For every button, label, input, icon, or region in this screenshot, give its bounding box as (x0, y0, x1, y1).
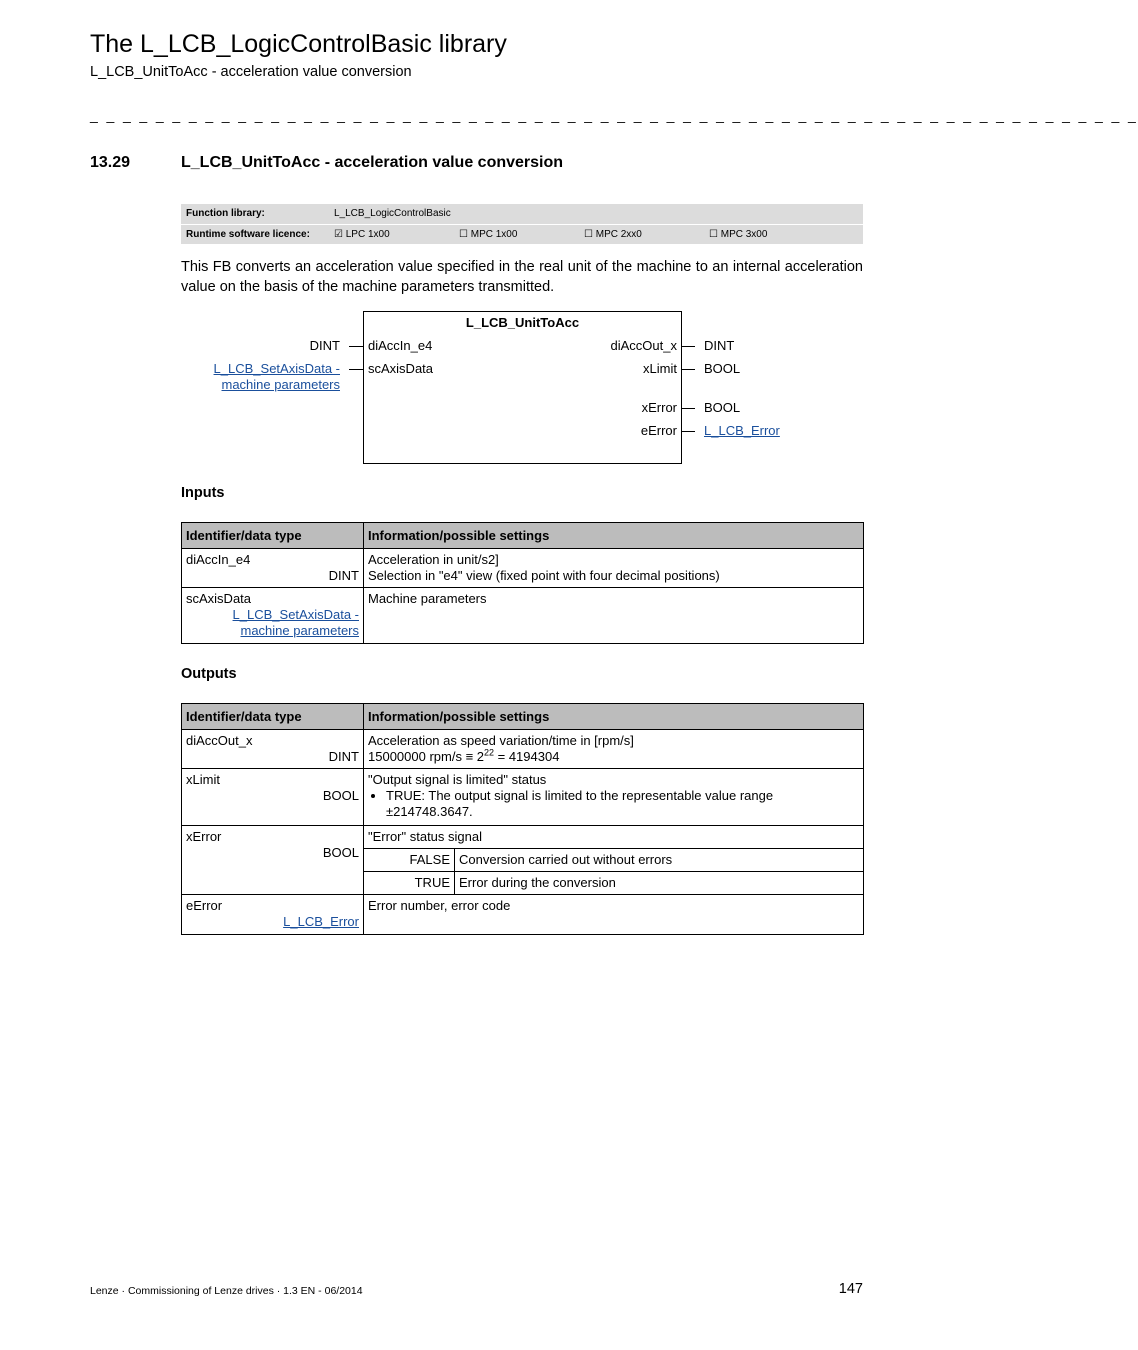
identifier-cell (182, 730, 364, 769)
info-text: Selection in "e4" view (fixed point with four decimal positions) (368, 568, 720, 583)
info-bullet: • TRUE: The output signal is limited to the representable value range ±214748.3647. (386, 788, 786, 820)
identifier: xError (186, 829, 222, 844)
identifier-cell (182, 895, 364, 935)
function-library-label: Function library: (186, 208, 265, 219)
value-description: Conversion carried out without errors (455, 849, 864, 872)
info-cell (364, 826, 864, 895)
identifier-cell (182, 588, 364, 644)
setaxisdata-link-line1[interactable]: L_LCB_SetAxisData - (213, 361, 340, 376)
footer-text: Lenze · Commissioning of Lenze drives · 1.3 EN - 06/2014 (90, 1285, 363, 1297)
column-header: Identifier/data type (182, 704, 364, 730)
identifier-cell (182, 769, 364, 826)
input-connector-line (349, 369, 363, 370)
data-type: DINT (328, 749, 359, 764)
identifier: diAccOut_x (186, 733, 253, 748)
data-type: BOOL (322, 845, 359, 860)
data-type: BOOL (322, 788, 359, 803)
setaxisdata-link-line1[interactable]: L_LCB_SetAxisData - (232, 607, 359, 622)
info-text: "Output signal is limited" status (368, 772, 547, 787)
info-cell (364, 730, 864, 769)
page-title: The L_LCB_LogicControlBasic library (90, 30, 507, 58)
section-heading (90, 153, 563, 173)
identifier: xLimit (186, 772, 220, 787)
inputs-heading: Inputs (181, 485, 225, 501)
info-text: Acceleration in unit/s2] (368, 552, 499, 567)
info-bullet-list (368, 788, 859, 820)
output-type-dint: DINT (704, 338, 735, 353)
output-connector-line (681, 346, 695, 347)
table-header-row (182, 704, 864, 730)
function-block (363, 311, 682, 464)
section-number: 13.29 (90, 154, 131, 171)
function-library-row (181, 204, 863, 224)
licence-mpc-2xx0: ☐ MPC 2xx0 (584, 229, 642, 240)
info-cell (364, 769, 864, 826)
value-description: Error during the conversion (455, 872, 864, 895)
licence-label: Runtime software licence: (186, 229, 310, 240)
description-paragraph: This FB converts an acceleration value specified in the real unit of the machine to an internal acceleration value on the basis of the machine parameters transmitted. (181, 259, 863, 295)
input-connector-line (349, 346, 363, 347)
library-info-box (181, 204, 863, 244)
info-cell (364, 895, 864, 935)
formula-exponent: 22 (484, 747, 495, 758)
licence-row (181, 224, 863, 245)
table-header-row (182, 523, 864, 549)
input-pin-scaxisdata: scAxisData (368, 361, 434, 376)
info-cell (364, 549, 864, 588)
licence-lpc-1x00: ☑ LPC 1x00 (334, 229, 390, 240)
setaxisdata-link-line2[interactable]: machine parameters (221, 377, 340, 392)
column-header: Information/possible settings (364, 704, 864, 730)
output-pin-diaccout-x: diAccOut_x (610, 338, 677, 353)
section-title: L_LCB_UnitToAcc - acceleration value conversion (181, 154, 564, 171)
data-type: DINT (328, 568, 359, 583)
info-text: Error number, error code (368, 898, 511, 913)
info-formula (368, 749, 859, 765)
column-header: Identifier/data type (182, 523, 364, 549)
output-pin-xerror: xError (641, 400, 677, 415)
data-type-link[interactable] (186, 914, 359, 930)
table-row (182, 730, 864, 769)
identifier: eError (186, 898, 223, 913)
lcb-error-link[interactable]: L_LCB_Error (704, 423, 780, 438)
input-type-dint: DINT (309, 338, 340, 353)
output-pin-eerror: eError (640, 423, 677, 438)
formula-part: = 4194304 (494, 749, 560, 764)
table-row (182, 769, 864, 826)
output-pin-xlimit: xLimit (643, 361, 677, 376)
info-text: "Error" status signal (368, 829, 482, 844)
licence-mpc-1x00: ☐ MPC 1x00 (459, 229, 518, 240)
output-connector-line (681, 431, 695, 432)
licence-mpc-3x00: ☐ MPC 3x00 (709, 229, 768, 240)
identifier-cell (182, 549, 364, 588)
value-table (364, 848, 863, 894)
page-subtitle: L_LCB_UnitToAcc - acceleration value conversion (90, 64, 412, 80)
output-connector-line (681, 408, 695, 409)
identifier: diAccIn_e4 (186, 552, 251, 567)
outputs-heading: Outputs (181, 666, 237, 682)
outputs-table (181, 703, 864, 935)
table-row (182, 895, 864, 935)
input-pin-diaccin-e4: diAccIn_e4 (368, 338, 433, 353)
info-text: Machine parameters (368, 591, 487, 606)
identifier: scAxisData (186, 591, 252, 606)
header-separator: _ _ _ _ _ _ _ _ _ _ _ _ _ _ _ _ _ _ _ _ _ _ _ _ _ _ _ _ _ _ _ _ _ _ _ _ _ _ _ _ _ _ _ _ _ _ _ _ _ _ _ _ _ _ _ _ _ _ _ _ _ _ _ _ (90, 107, 1138, 123)
table-row (182, 826, 864, 895)
output-type-bool: BOOL (704, 400, 741, 415)
output-connector-line (681, 369, 695, 370)
info-text: Acceleration as speed variation/time in [rpm/s] (368, 733, 634, 748)
input-type-link[interactable] (200, 361, 340, 393)
block-name: L_LCB_UnitToAcc (465, 315, 580, 330)
table-row (182, 588, 864, 644)
table-row (182, 549, 864, 588)
lcb-error-link[interactable]: L_LCB_Error (283, 914, 359, 929)
identifier-cell (182, 826, 364, 895)
function-library-value: L_LCB_LogicControlBasic (334, 208, 451, 219)
value-row (364, 872, 863, 895)
column-header: Information/possible settings (364, 523, 864, 549)
setaxisdata-link-line2[interactable]: machine parameters (240, 623, 359, 638)
inputs-table (181, 522, 864, 644)
info-cell (364, 588, 864, 644)
formula-part: 15000000 rpm/s ≡ 2 (368, 749, 484, 764)
data-type-link[interactable] (186, 607, 359, 639)
value-key: TRUE (364, 872, 455, 895)
page-number: 147 (838, 1281, 863, 1297)
output-type-bool: BOOL (704, 361, 741, 376)
value-key: FALSE (364, 849, 455, 872)
value-row (364, 849, 863, 872)
